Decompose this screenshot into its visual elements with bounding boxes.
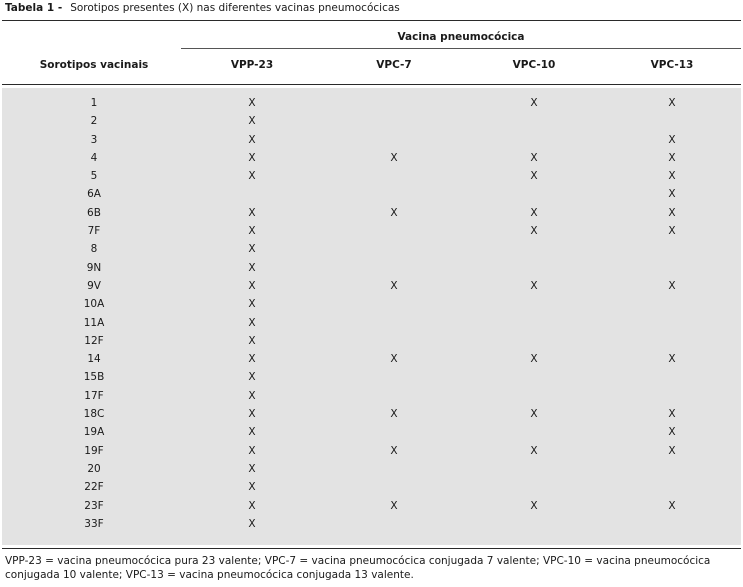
presence-cell: X (530, 170, 538, 183)
serotype-cell: 5 (90, 170, 98, 183)
serotype-cell: 9N (86, 261, 102, 274)
serotype-cell: 7F (87, 225, 101, 238)
presence-cell: X (390, 279, 398, 292)
table-row (0, 423, 743, 441)
table-row (0, 314, 743, 332)
presence-cell: X (248, 371, 256, 384)
presence-cell: X (248, 261, 256, 274)
table-row (0, 149, 743, 167)
serotype-cell: 12F (84, 334, 104, 347)
presence-cell: X (248, 426, 256, 439)
column-header-vpc13: VPC-13 (650, 59, 694, 71)
table-row (0, 94, 743, 112)
serotype-cell: 10A (83, 298, 105, 311)
presence-cell: X (668, 408, 676, 421)
presence-cell: X (248, 243, 256, 256)
table-row (0, 167, 743, 185)
presence-cell: X (248, 279, 256, 292)
presence-cell: X (248, 353, 256, 366)
serotype-cell: 3 (90, 133, 98, 146)
table-row (0, 277, 743, 295)
table-row (0, 515, 743, 533)
presence-cell: X (248, 206, 256, 219)
presence-cell: X (390, 151, 398, 164)
serotype-cell: 2 (90, 115, 98, 128)
table-body (0, 94, 743, 533)
column-header-vpc10: VPC-10 (512, 59, 556, 71)
serotype-cell: 17F (84, 389, 104, 402)
serotype-cell: 14 (87, 353, 101, 366)
serotype-cell: 20 (87, 462, 101, 475)
presence-cell: X (530, 279, 538, 292)
presence-cell: X (248, 151, 256, 164)
presence-cell: X (390, 206, 398, 219)
presence-cell: X (530, 499, 538, 512)
serotype-cell: 22F (84, 481, 104, 494)
presence-cell: X (248, 389, 256, 402)
column-header-vpc7: VPC-7 (376, 59, 412, 71)
table-caption-text: Sorotipos presentes (X) nas diferentes vacinas pneumocócicas (70, 2, 400, 14)
serotype-cell: 15B (83, 371, 105, 384)
table-row (0, 112, 743, 130)
table-row (0, 259, 743, 277)
presence-cell: X (668, 279, 676, 292)
presence-cell: X (248, 481, 256, 494)
presence-cell: X (390, 353, 398, 366)
serotype-cell: 6A (87, 188, 101, 201)
presence-cell: X (248, 225, 256, 238)
presence-cell: X (668, 225, 676, 238)
table-row (0, 222, 743, 240)
presence-cell: X (668, 444, 676, 457)
presence-cell: X (530, 97, 538, 109)
presence-cell: X (248, 170, 256, 183)
presence-cell: X (248, 408, 256, 421)
presence-cell: X (668, 499, 676, 512)
presence-cell: X (668, 353, 676, 366)
bottom-rule (2, 548, 741, 549)
table-footnote: VPP-23 = vacina pneumocócica pura 23 valente; VPC-7 = vacina pneumocócica conjugada 7 valente; VPC-10 = vacina pneumocócica conjugada 10 valente; VPC-13 = vacina pneumocócica conjugada 13 valente. (5, 555, 711, 581)
table-row (0, 442, 743, 460)
table-row (0, 185, 743, 203)
serotype-cell: 18C (83, 408, 105, 421)
table-row (0, 497, 743, 515)
group-header: Vacina pneumocócica (397, 31, 525, 43)
top-rule (2, 20, 741, 21)
presence-cell: X (668, 170, 676, 183)
serotype-cell: 8 (90, 243, 98, 256)
presence-cell: X (248, 97, 256, 109)
column-header-vpp23: VPP-23 (230, 59, 274, 71)
presence-cell: X (668, 188, 676, 201)
serotype-cell: 23F (84, 499, 104, 512)
table-row (0, 478, 743, 496)
table-row (0, 460, 743, 478)
serotype-cell: 11A (83, 316, 105, 329)
table-row (0, 387, 743, 405)
presence-cell: X (668, 206, 676, 219)
serotype-cell: 4 (90, 151, 98, 164)
presence-cell: X (668, 426, 676, 439)
presence-cell: X (248, 298, 256, 311)
serotype-cell: 1 (90, 97, 98, 109)
presence-cell: X (248, 444, 256, 457)
table-row (0, 332, 743, 350)
header-rule (2, 84, 741, 85)
serotype-cell: 19F (84, 444, 104, 457)
table-row (0, 368, 743, 386)
presence-cell: X (668, 97, 676, 109)
table-row (0, 405, 743, 423)
presence-cell: X (530, 408, 538, 421)
presence-cell: X (248, 115, 256, 128)
serotype-cell: 19A (83, 426, 105, 439)
presence-cell: X (248, 517, 256, 530)
presence-cell: X (390, 444, 398, 457)
table-row (0, 131, 743, 149)
presence-cell: X (248, 462, 256, 475)
serotype-cell: 33F (84, 517, 104, 530)
presence-cell: X (530, 353, 538, 366)
presence-cell: X (248, 334, 256, 347)
presence-cell: X (390, 408, 398, 421)
table-row (0, 350, 743, 368)
presence-cell: X (248, 133, 256, 146)
table-row (0, 295, 743, 313)
presence-cell: X (530, 151, 538, 164)
presence-cell: X (248, 316, 256, 329)
serotype-cell: 9V (87, 279, 101, 292)
serotype-cell: 6B (87, 206, 101, 219)
presence-cell: X (530, 206, 538, 219)
table-row (0, 240, 743, 258)
table-caption-label: Tabela 1 - (5, 2, 63, 14)
presence-cell: X (530, 444, 538, 457)
presence-cell: X (248, 499, 256, 512)
presence-cell: X (668, 133, 676, 146)
presence-cell: X (668, 151, 676, 164)
row-header: Sorotipos vacinais (39, 59, 149, 71)
group-rule (181, 48, 741, 49)
table-caption (5, 1, 400, 15)
presence-cell: X (530, 225, 538, 238)
table-row (0, 204, 743, 222)
presence-cell: X (390, 499, 398, 512)
